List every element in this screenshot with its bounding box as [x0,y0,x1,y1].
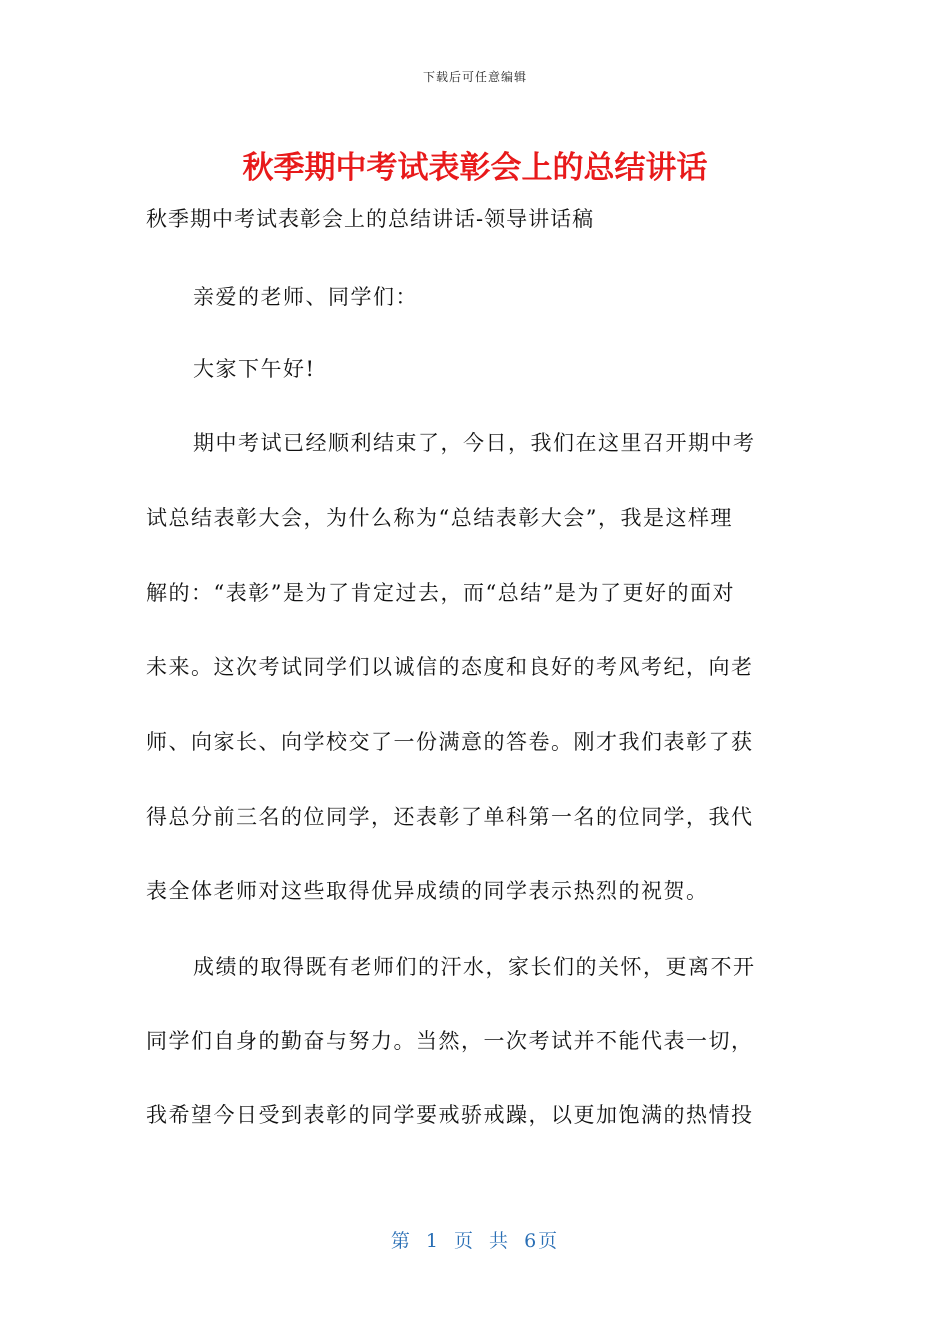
greeting-line: 大家下午好! [193,357,316,381]
header-note: 下载后可任意编辑 [422,70,527,84]
paragraph-line: 成绩的取得既有老师们的汗水，家长们的关怀，更离不开 [193,955,756,979]
document-subtitle: 秋季期中考试表彰会上的总结讲话-领导讲话稿 [146,207,595,231]
paragraph-line: 期中考试已经顺利结束了，今日，我们在这里召开期中考 [193,431,756,455]
paragraph-line: 解的：“表彰”是为了肯定过去，而“总结”是为了更好的面对 [146,581,735,605]
paragraph-line: 表全体老师对这些取得优异成绩的同学表示热烈的祝贺。 [146,879,709,903]
paragraph-line: 师、向家长、向学校交了一份满意的答卷。刚才我们表彰了获 [146,730,754,754]
salutation-line: 亲爱的老师、同学们： [193,285,418,309]
paragraph-line: 同学们自身的勤奋与努力。当然，一次考试并不能代表一切， [146,1029,754,1053]
paragraph-line: 我希望今日受到表彰的同学要戒骄戒躁，以更加饱满的热情投 [146,1103,754,1127]
document-title: 秋季期中考试表彰会上的总结讲话 [242,150,708,186]
paragraph-line: 未来。这次考试同学们以诚信的态度和良好的考风考纪，向老 [146,655,754,679]
page-number-footer: 第 1 页 共 6页 [390,1230,560,1252]
paragraph-line: 试总结表彰大会，为什么称为“总结表彰大会”，我是这样理 [146,506,733,530]
paragraph-line: 得总分前三名的位同学，还表彰了单科第一名的位同学，我代 [146,805,754,829]
